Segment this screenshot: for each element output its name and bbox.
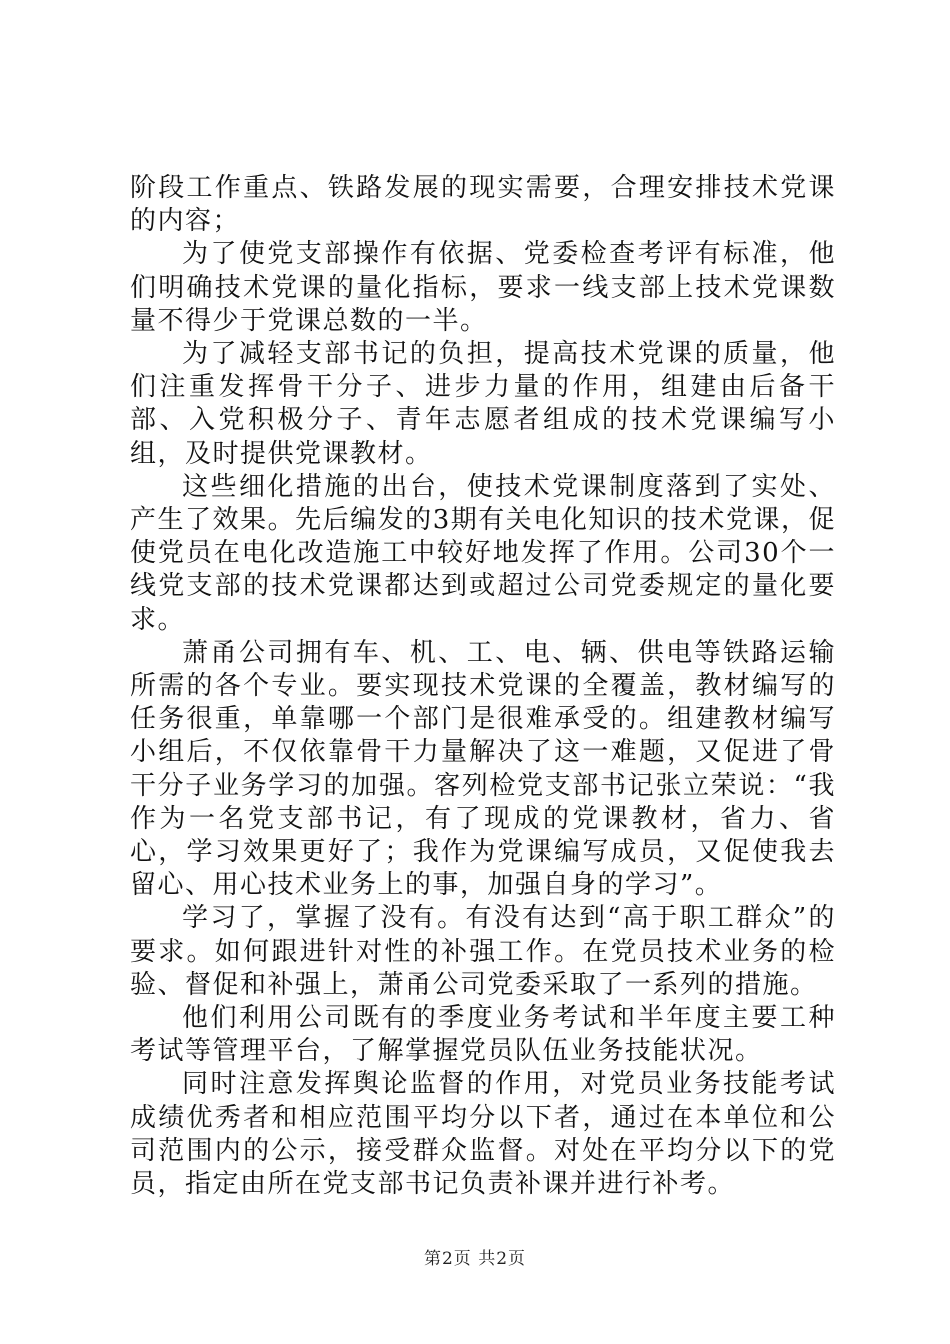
paragraph-8: 同时注意发挥舆论监督的作用，对党员业务技能考试成绩优秀者和相应范围平均分以下者，通过在本单位和公司范围内的公示，接受群众监督。对处在平均分以下的党员，指定由所在党支部书记负责补课并进行补考。 xyxy=(130,1069,836,1200)
paragraph-4: 这些细化措施的出台，使技术党课制度落到了实处、产生了效果。先后编发的3期有关电化知识的技术党课，促使党员在电化改造施工中较好地发挥了作用。公司30个一线党支部的技术党课都达到或超过公司党委规定的量化要求。 xyxy=(130,471,836,635)
paragraph-6: 学习了，掌握了没有。有没有达到“高于职工群众”的要求。如何跟进针对性的补强工作。在党员技术业务的检验、督促和补强上，萧甬公司党委采取了一系列的措施。 xyxy=(130,903,836,1000)
paragraph-2: 为了使党支部操作有依据、党委检查考评有标准，他们明确技术党课的量化指标，要求一线支部上技术党课数量不得少于党课总数的一半。 xyxy=(130,239,836,336)
paragraph-1: 阶段工作重点、铁路发展的现实需要，合理安排技术党课的内容； xyxy=(130,173,836,237)
page-footer: 第2页 共2页 xyxy=(423,1249,527,1269)
document-body xyxy=(130,172,836,1201)
paragraph-3: 为了减轻支部书记的负担，提高技术党课的质量，他们注重发挥骨干分子、进步力量的作用，组建由后备干部、入党积极分子、青年志愿者组成的技术党课编写小组，及时提供党课教材。 xyxy=(130,339,836,469)
paragraph-5: 萧甬公司拥有车、机、工、电、辆、供电等铁路运输所需的各个专业。要实现技术党课的全覆盖，教材编写的任务很重，单靠哪一个部门是很难承受的。组建教材编写小组后，不仅依靠骨干力量解决了这一难题，又促进了骨干分子业务学习的加强。客列检党支部书记张立荣说：“我作为一名党支部书记，有了现成的党课教材，省力、省心，学习效果更好了；我作为党课编写成员，又促使我去留心、用心技术业务上的事，加强自身的学习”。 xyxy=(130,637,836,901)
paragraph-7: 他们利用公司既有的季度业务考试和半年度主要工种考试等管理平台，了解掌握党员队伍业务技能状况。 xyxy=(130,1003,836,1067)
